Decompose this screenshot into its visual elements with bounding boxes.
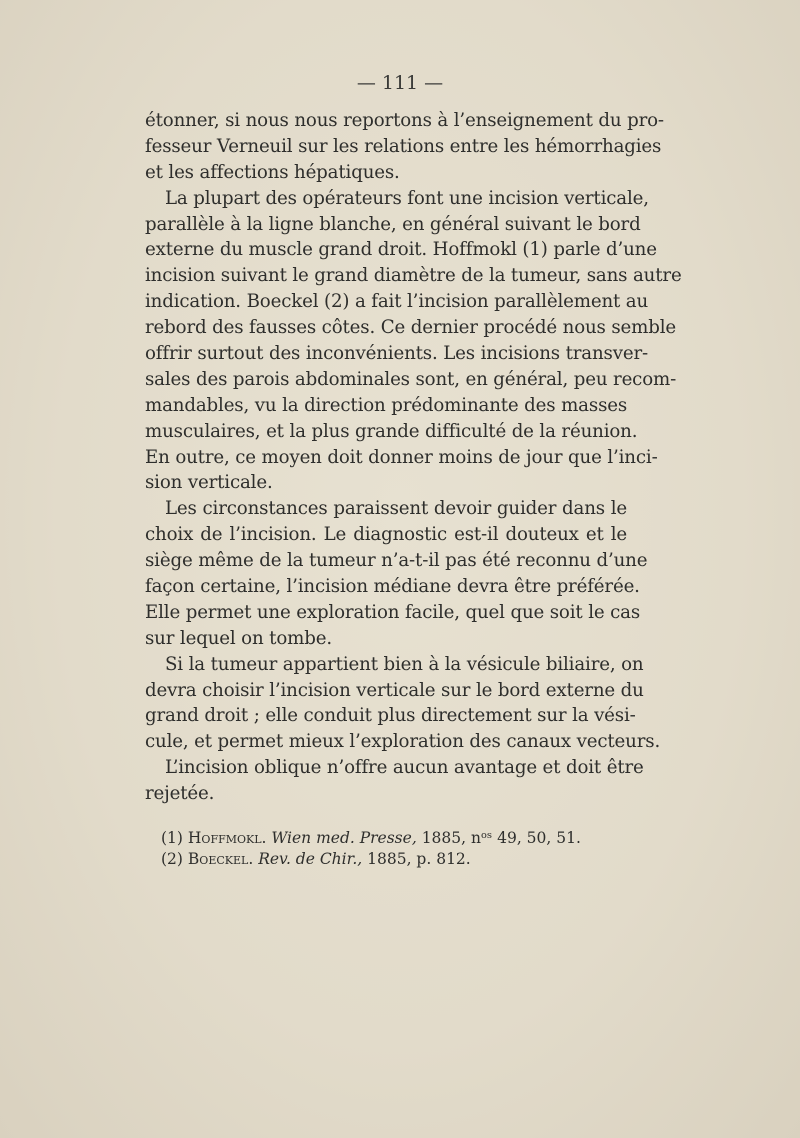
footnotes <box>145 828 627 870</box>
text-line: étonner, si nous nous reportons à l’enseignement du pro- <box>145 110 664 131</box>
body-text <box>145 108 682 807</box>
text-line: indication. Boeckel (2) a fait l’incision parallèlement au <box>145 291 649 313</box>
text-line: sur lequel on tombe. <box>145 627 332 649</box>
text-line: devra choisir l’incision verticale sur le bord externe du <box>145 679 644 701</box>
text-line: rebord des fausses côtes. Ce dernier procédé nous semble <box>145 317 677 339</box>
text-line: externe du muscle grand droit. Hoffmokl (1) parle d’une <box>145 239 657 261</box>
text-line: Les circonstances paraissent devoir guider dans le <box>165 498 627 520</box>
text-line: En outre, ce moyen doit donner moins de jour que l’inci- <box>145 446 658 468</box>
text-line: sales des parois abdominales sont, en général, peu recom- <box>145 368 677 390</box>
text-line: sion verticale. <box>145 472 273 494</box>
text-line: choix de l’incision. Le diagnostic est-il douteux et le <box>145 524 627 546</box>
text-line: Elle permet une exploration facile, quel que soit le cas <box>145 601 641 623</box>
text-line: grand droit ; elle conduit plus directement sur la vési- <box>145 705 636 727</box>
footnote-journal: Wien med. Presse, <box>271 829 417 847</box>
footnote-author: Boeckel. <box>187 850 254 868</box>
footnote-marker: (1) <box>161 829 183 847</box>
footnote-marker: (2) <box>161 850 183 868</box>
text-line: et les affections hépatiques. <box>145 161 400 183</box>
footnote-1 <box>145 828 627 849</box>
text-line: L’incision oblique n’offre aucun avantage et doit être <box>165 757 644 779</box>
text-line: incision suivant le grand diamètre de la tumeur, sans autre <box>145 265 682 287</box>
footnote-reference: 1885, nᵒˢ 49, 50, 51. <box>421 829 581 847</box>
text-line: mandables, vu la direction prédominante des masses <box>145 394 628 416</box>
text-line: rejetée. <box>145 783 215 805</box>
text-line: cule, et permet mieux l’exploration des canaux vecteurs. <box>145 731 661 753</box>
text-line: fesseur Verneuil sur les relations entre les hémorrhagies <box>145 135 662 157</box>
footnote-author: Hoffmokl. <box>187 829 267 847</box>
page-number: — 111 — <box>356 72 444 94</box>
text-line: Si la tumeur appartient bien à la vésicule biliaire, on <box>165 653 644 675</box>
footnote-reference: 1885, p. 812. <box>367 850 471 868</box>
text-line: musculaires, et la plus grande difficulté de la réunion. <box>145 420 638 442</box>
text-line: offrir surtout des inconvénients. Les incisions transver- <box>145 343 648 365</box>
footnote-2 <box>145 849 627 870</box>
text-line: façon certaine, l’incision médiane devra être préférée. <box>145 576 640 598</box>
footnote-journal: Rev. de Chir., <box>258 850 363 868</box>
text-line: parallèle à la ligne blanche, en général suivant le bord <box>145 213 641 235</box>
text-line: La plupart des opérateurs font une incision verticale, <box>165 187 649 209</box>
text-line: siège même de la tumeur n’a-t-il pas été reconnu d’une <box>145 550 648 572</box>
